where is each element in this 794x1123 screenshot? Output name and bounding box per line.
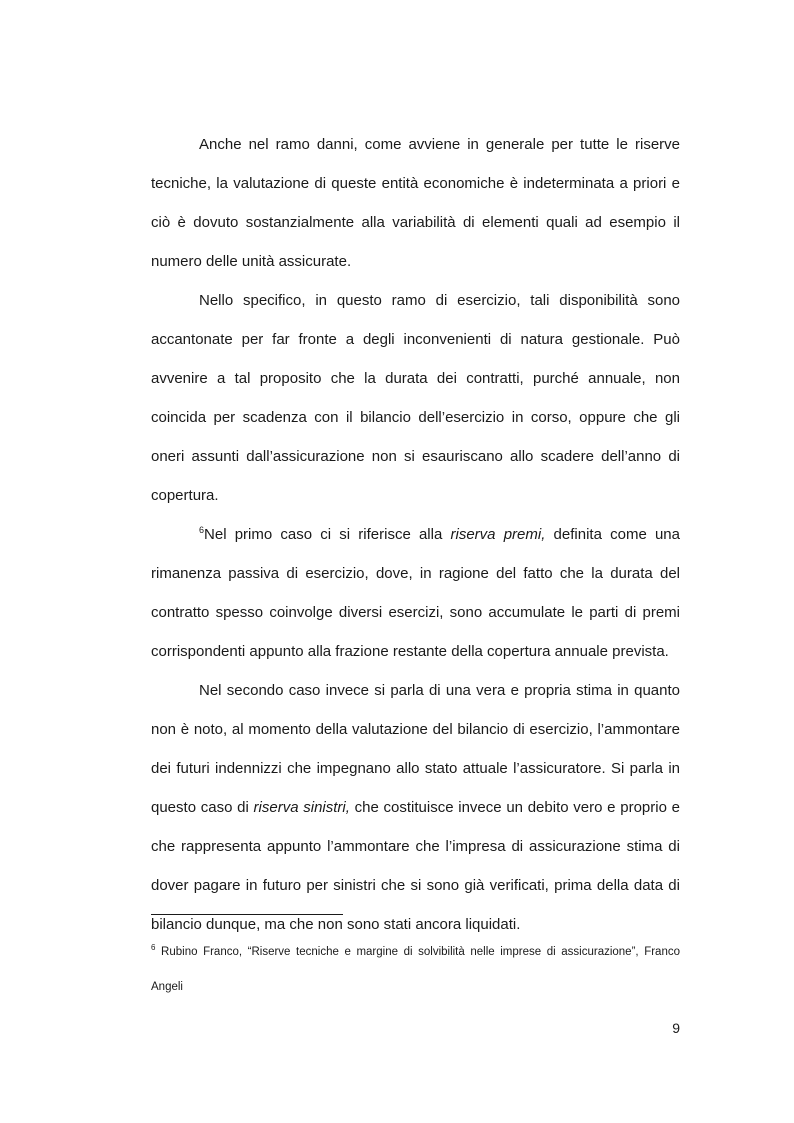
page-number: 9	[672, 1020, 680, 1036]
footnote-divider	[151, 914, 343, 915]
footnote-reference: 6	[199, 525, 205, 535]
footnote	[151, 935, 680, 1005]
paragraph-1: Anche nel ramo danni, come avviene in generale per tutte le riserve tecniche, la valutazione di queste entità economiche è indeterminata a priori e ciò è dovuto sostanzialmente alla variabilità di elementi quali ad esempio il numero delle unità assicurate.	[151, 136, 680, 270]
paragraph-3-text-end: definita come una rimanenza passiva di esercizio, dove, in ragione del fatto che la durata del contratto spesso coinvolge diversi esercizi, sono accumulate le parti di premi corrispondenti appunto alla frazione restante della copertura annuale prevista.	[151, 526, 680, 660]
paragraph-4-text-end: che costituisce invece un debito vero e proprio e che rappresenta appunto l’ammontare che l’impresa di assicurazione stima di dover pagare in futuro per sinistri che si sono già verificati, prima della data di bilancio dunque, ma che non sono stati ancora liquidati.	[151, 799, 680, 933]
footnote-text: Rubino Franco, “Riserve tecniche e margine di solvibilità nelle imprese di assicurazione”, Franco Angeli	[151, 946, 680, 993]
paragraph-4	[151, 671, 680, 944]
paragraph-3-text-start: Nel primo caso ci si riferisce alla	[204, 526, 451, 543]
term-riserva-premi: riserva premi,	[450, 526, 546, 543]
paragraph-3	[151, 515, 680, 671]
paragraph-2: Nello specifico, in questo ramo di esercizio, tali disponibilità sono accantonate per far fronte a degli inconvenienti di natura gestionale. Può avvenire a tal proposito che la durata dei contratti, purché annuale, non coincida per scadenza con il bilancio dell’esercizio in corso, oppure che gli oneri assunti dall’assicurazione non si esauriscano allo scadere dell’anno di copertura.	[151, 292, 680, 504]
term-riserva-sinistri: riserva sinistri,	[253, 799, 350, 816]
body-text	[151, 125, 680, 944]
footnote-number: 6	[151, 943, 156, 953]
paragraph-4-text-start: Nel secondo caso invece si parla di una vera e propria stima in quanto non è noto, al momento della valutazione del bilancio di esercizio, l’ammontare dei futuri indennizzi che impegnano allo stato attuale l’assicuratore. Si parla in questo caso di	[151, 682, 680, 816]
